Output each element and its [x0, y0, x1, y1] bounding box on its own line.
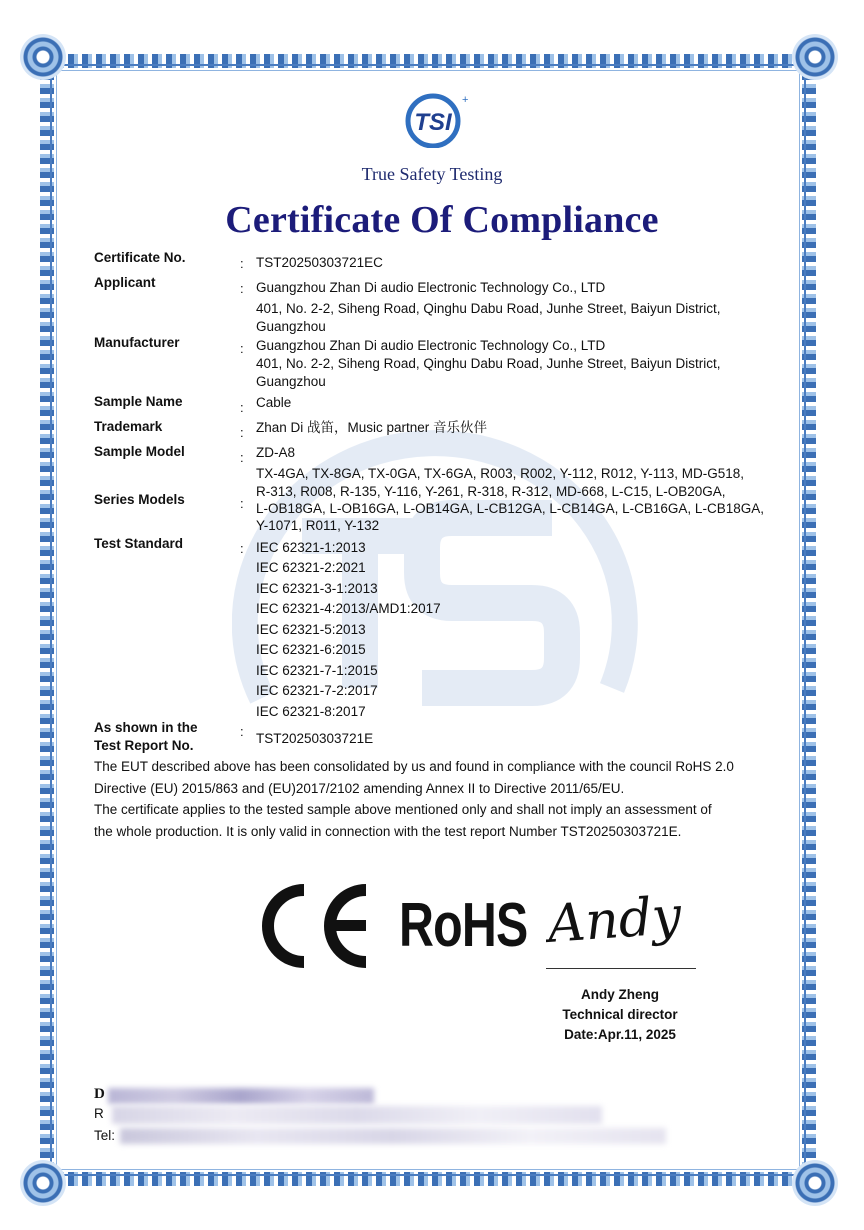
colon: : [240, 341, 244, 356]
sample-model-label: Sample Model [94, 444, 185, 459]
manufacturer-city: Guangzhou [256, 374, 326, 389]
sample-name-value: Cable [256, 395, 292, 410]
test-standard-item: IEC 62321-3-1:2013 [256, 581, 378, 596]
series-models-line: R-313, R008, R-135, Y-116, Y-261, R-318, R-312, MD-668, L-C15, L-OB20GA, [256, 484, 726, 499]
colon: : [240, 400, 244, 415]
test-standard-item: IEC 62321-8:2017 [256, 704, 366, 719]
test-standard-label: Test Standard [94, 536, 184, 551]
brand-name: True Safety Testing [361, 164, 503, 184]
trademark-label: Trademark [94, 419, 163, 434]
applicant-label: Applicant [94, 275, 156, 290]
manufacturer-label: Manufacturer [94, 335, 180, 350]
test-standard-item: IEC 62321-4:2013/AMD1:2017 [256, 601, 441, 616]
test-standard-item: IEC 62321-7-1:2015 [256, 663, 378, 678]
footer-line-2: R [94, 1106, 104, 1121]
test-standard-item: IEC 62321-7-2:2017 [256, 683, 378, 698]
colon: : [240, 281, 244, 296]
ce-mark-icon [254, 880, 380, 972]
footer-line-1: D [94, 1086, 105, 1102]
compliance-statement-line: The certificate applies to the tested sample above mentioned only and shall not imply an assessment of [94, 802, 712, 817]
tsi-logo-icon [402, 90, 468, 148]
colon: : [240, 425, 244, 440]
certificate-no-label: Certificate No. [94, 250, 186, 265]
series-models-line: TX-4GA, TX-8GA, TX-0GA, TX-6GA, R003, R002, Y-112, R012, Y-113, MD-G518, [256, 466, 744, 481]
sample-model-value: ZD-A8 [256, 445, 296, 460]
manufacturer-address: 401, No. 2-2, Siheng Road, Qinghu Dabu Road, Junhe Street, Baiyun District, [256, 356, 721, 371]
colon: : [240, 541, 244, 556]
sample-name-label: Sample Name [94, 394, 183, 409]
handwritten-signature [546, 876, 702, 956]
series-models-line: Y-1071, R011, Y-132 [256, 518, 380, 533]
test-standard-item: IEC 62321-1:2013 [256, 540, 366, 555]
test-standard-item: IEC 62321-5:2013 [256, 622, 366, 637]
colon: : [240, 450, 244, 465]
colon: : [240, 256, 244, 271]
footer-line-3: Tel: [94, 1128, 116, 1143]
compliance-statement-line: Directive (EU) 2015/863 and (EU)2017/2102 amending Annex II to Directive 2011/65/EU. [94, 781, 625, 796]
series-models-line: L-OB18GA, L-OB16GA, L-OB14GA, L-CB12GA, L-CB14GA, L-CB16GA, L-CB18GA, [256, 501, 764, 516]
corner-ornament-top-right [792, 34, 838, 80]
svg-text:+: + [462, 94, 468, 106]
trademark-value: Zhan Di 战笛，Music partner 音乐伙伴 [256, 420, 488, 435]
applicant-city: Guangzhou [256, 319, 326, 334]
applicant-name: Guangzhou Zhan Di audio Electronic Technology Co., LTD [256, 280, 606, 295]
test-report-value: TST20250303721E [256, 731, 374, 746]
certificate-title: Certificate Of Compliance [225, 199, 659, 241]
applicant-address: 401, No. 2-2, Siheng Road, Qinghu Dabu Road, Junhe Street, Baiyun District, [256, 301, 721, 316]
signatory-name: Andy Zheng [581, 987, 659, 1002]
compliance-statement-line: The EUT described above has been consolidated by us and found in compliance with the council RoHS 2.0 [94, 759, 734, 774]
redacted-address [112, 1106, 602, 1124]
test-standard-item: IEC 62321-6:2015 [256, 642, 366, 657]
certificate-no-value: TST20250303721EC [256, 255, 383, 270]
compliance-statement-line: the whole production. It is only valid in connection with the test report Number TST20250303721E. [94, 824, 682, 839]
svg-text:Andy: Andy [546, 885, 684, 955]
colon: : [240, 496, 244, 511]
series-models-label: Series Models [94, 492, 185, 507]
signature-line [546, 968, 696, 969]
redacted-contact [120, 1128, 666, 1144]
logo-text: TSI [414, 109, 452, 136]
rohs-mark: RoHS [399, 891, 528, 960]
corner-ornament-bottom-right [792, 1160, 838, 1206]
signatory-title: Technical director [562, 1007, 678, 1022]
colon: : [240, 724, 244, 739]
redacted-company-name [108, 1088, 374, 1104]
corner-ornament-top-left [20, 34, 66, 80]
test-report-label-line1: As shown in the [94, 720, 198, 735]
test-report-label-line2: Test Report No. [94, 738, 194, 753]
manufacturer-name: Guangzhou Zhan Di audio Electronic Technology Co., LTD [256, 338, 606, 353]
corner-ornament-bottom-left [20, 1160, 66, 1206]
signature-date: Date:Apr.11, 2025 [564, 1027, 676, 1042]
test-standard-item: IEC 62321-2:2021 [256, 560, 366, 575]
